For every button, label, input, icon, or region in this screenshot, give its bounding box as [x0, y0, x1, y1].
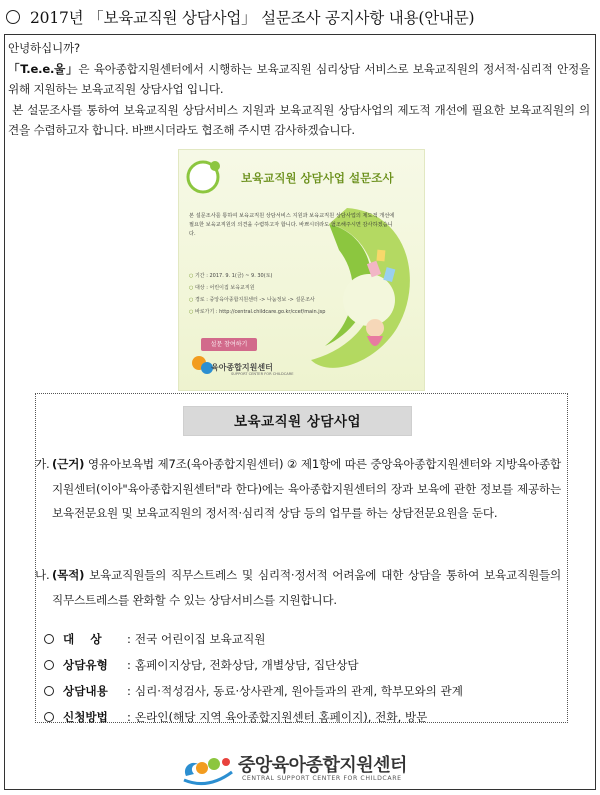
- detail-value: 전국 어린이집 보육교직원: [134, 632, 266, 646]
- detail-key: 상담유형: [63, 658, 108, 672]
- poster-description: 본 설문조사를 통하여 보육교직원 상담서비스 지원과 보육교직원 상담사업의 제도적 개선에 필요한 보육교직원의 의견을 수렴하고자 합니다. 바쁘시더라도 협조해주시면 감사하겠습니다.: [189, 213, 395, 237]
- purpose-label: (목적): [52, 568, 85, 582]
- detail-key: 신청방법: [63, 710, 108, 724]
- purpose-paragraph: [35, 563, 561, 612]
- footer-org-name: 중앙육아종합지원센터: [238, 755, 407, 776]
- circle-bullet-icon: [44, 634, 54, 644]
- poster-logo-subtext: SUPPORT CENTER FOR CHILDCARE: [231, 372, 294, 376]
- survey-poster-image: [178, 149, 425, 391]
- footer-logo: [180, 750, 440, 786]
- poster-info-period: ○ 기간 : 2017. 9. 1(금) ~ 9. 30(토): [189, 270, 389, 282]
- detail-key: 대 상: [63, 632, 102, 646]
- poster-info-route: ○ 경로 : 중앙육아종합지원센터 -> 나눔정보 -> 설문조사: [189, 294, 389, 306]
- intro-paragraph-2: [8, 100, 590, 141]
- circle-bullet-icon: [44, 686, 54, 696]
- circle-bullet-icon: [44, 712, 54, 722]
- circle-bullet-icon: [44, 660, 54, 670]
- notice-title: 2017년 「보육교직원 상담사업」 설문조사 공지사항 내용(안내문): [30, 9, 475, 27]
- purpose-text: 보육교직원들의 직무스트레스 및 심리적·정서적 어려움에 대한 상담을 통하여 보육교직원들의 직무스트레스를 완화할 수 있는 상담서비스를 지원합니다.: [52, 568, 561, 607]
- title-circle-bullet-icon: [6, 10, 20, 24]
- center-logo-icon: [180, 750, 236, 786]
- program-title: 보육교직원 상담사업: [183, 406, 412, 436]
- notice-title-row: [6, 4, 594, 30]
- detail-value: 온라인(해당 지역 육아종합지원센터 홈페이지), 전화, 방문: [134, 710, 428, 724]
- intro-paragraph-1-text: 은 육아종합지원센터에서 시행하는 보육교직원 심리상담 서비스로 보육교직원의 정서적·심리적 안정을 위해 지원하는 보육교직원 상담사업 입니다.: [8, 61, 590, 96]
- basis-paragraph: [35, 452, 561, 526]
- intro-paragraph-1: [8, 59, 590, 100]
- program-details-list: [44, 626, 564, 730]
- detail-key: 상담내용: [63, 684, 108, 698]
- detail-item-content: 상담내용 : 심리·적성검사, 동료·상사관계, 원아들과의 관계, 학부모와의 관계: [44, 678, 564, 704]
- greeting: 안녕하십니까?: [8, 41, 80, 55]
- footer-org-subtitle: CENTRAL SUPPORT CENTER FOR CHILDCARE: [242, 775, 402, 782]
- basis-paragraph-number: 가.: [35, 457, 50, 471]
- basis-label: (근거): [52, 457, 85, 471]
- intro-paragraph-2-text: 본 설문조사를 통하여 보육교직원 상담서비스 지원과 보육교직원 상담사업의 제도적 개선에 필요한 보육교직원의 의견을 수렴하고자 합니다. 바쁘시더라도 협조해 주시면 감사하겠습니다.: [8, 102, 590, 137]
- detail-value: 심리·적성검사, 동료·상사관계, 원아들과의 관계, 학부모와의 관계: [134, 684, 463, 698]
- poster-participate-button: 설문 참여하기: [201, 338, 257, 351]
- poster-logo-text: 육아종합지원센터: [211, 363, 273, 372]
- poster-title: 보육교직원 상담사업 설문조사: [241, 171, 394, 185]
- poster-info-target: ○ 대상 : 어린이집 보육교직원: [189, 282, 389, 294]
- basis-text: 영유아보육법 제7조(육아종합지원센터) ② 제1항에 따른 중앙육아종합지원센터와 지방육아종합지원센터(이아"육아종합지원센터"라 한다)에는 육아종합지원센터의 장과 보육에 관한 정보를 제공하는 보육전문요원 및 보육교직원의 정서적·심리적 상담 등의 업무를 하는 상담전문요원을 둔다.: [52, 457, 561, 520]
- poster-info-list: [189, 270, 389, 318]
- purpose-paragraph-number: 나.: [35, 568, 50, 582]
- program-brand-name: 「T.e.e.울」: [8, 61, 79, 76]
- detail-item-target: 대 상 : 전국 어린이집 보육교직원: [44, 626, 564, 652]
- detail-item-application: 신청방법 : 온라인(해당 지역 육아종합지원센터 홈페이지), 전화, 방문: [44, 704, 564, 730]
- poster-info-link: ○ 바로가기 : http://central.childcare.go.kr/ccef/main.jsp: [189, 306, 389, 318]
- intro-section: [8, 38, 590, 141]
- detail-item-type: 상담유형 : 홈페이지상담, 전화상담, 개별상담, 집단상담: [44, 652, 564, 678]
- detail-value: 홈페이지상담, 전화상담, 개별상담, 집단상담: [134, 658, 359, 672]
